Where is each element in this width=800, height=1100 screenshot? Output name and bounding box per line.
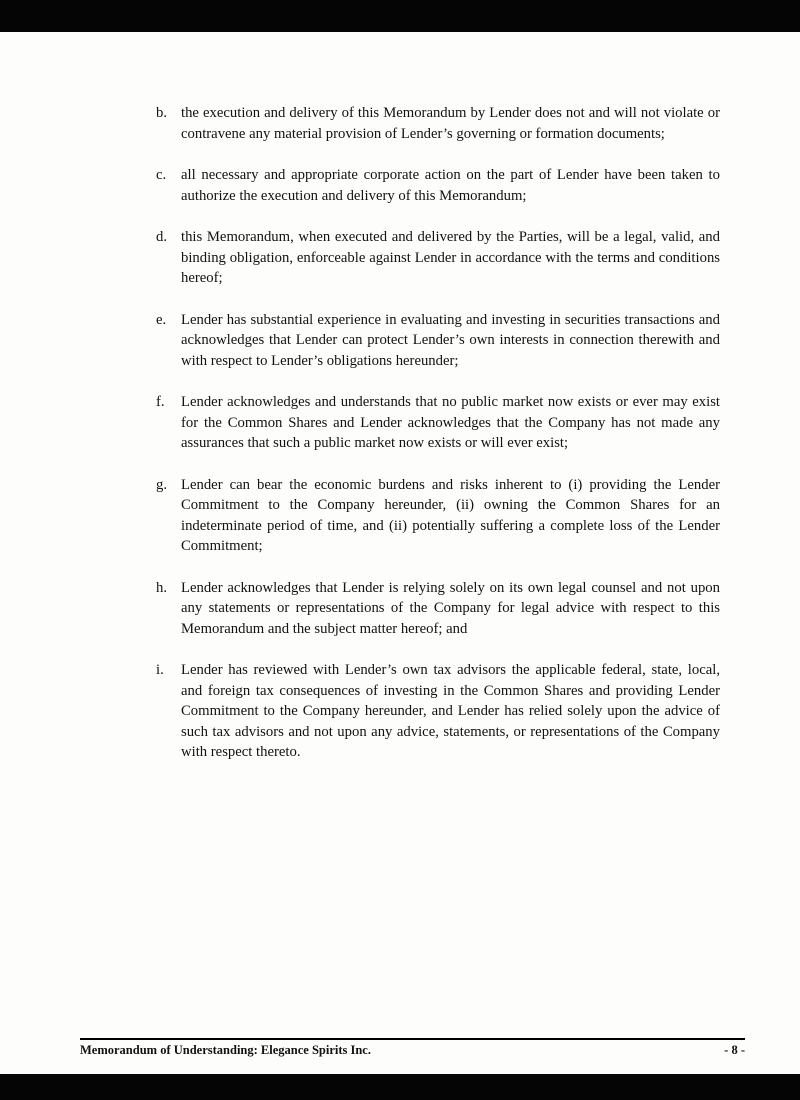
scan-edge-bottom	[0, 1074, 800, 1100]
item-text: Lender acknowledges and understands that no public market now exists or ever may exist for the Common Shares and Lender acknowledges that the Company has not made any assurances that such a public market now exists or will ever exist;	[181, 394, 720, 451]
page-number: - 8 -	[724, 1043, 745, 1057]
item-label: e.	[156, 311, 167, 328]
footer-document-title: Memorandum of Understanding: Elegance Spirits Inc.	[80, 1043, 371, 1057]
item-label: h.	[156, 579, 168, 596]
list-item-g	[156, 475, 720, 557]
item-text: this Memorandum, when executed and delivered by the Parties, will be a legal, valid, and binding obligation, enforceable against Lender in accordance with the terms and conditions hereof;	[181, 229, 720, 286]
clause-list	[156, 103, 720, 784]
list-item-e	[156, 310, 720, 372]
item-label: f.	[156, 394, 165, 410]
list-item-b	[156, 103, 720, 144]
list-item-h	[156, 578, 720, 640]
item-text: all necessary and appropriate corporate action on the part of Lender have been taken to authorize the execution and delivery of this Memorandum;	[181, 167, 720, 204]
list-item-c	[156, 165, 720, 206]
item-text: the execution and delivery of this Memorandum by Lender does not and will not violate or contravene any material provision of Lender’s governing or formation documents;	[181, 105, 720, 142]
item-text: Lender can bear the economic burdens and risks inherent to (i) providing the Lender Commitment to the Company hereunder, (ii) owning the Common Shares for an indeterminate period of time, and (ii) potentially suffering a complete loss of the Lender Commitment;	[181, 476, 720, 554]
item-label: d.	[156, 229, 168, 245]
list-item-d	[156, 227, 720, 289]
item-label: b.	[156, 105, 168, 121]
item-text: Lender acknowledges that Lender is relying solely on its own legal counsel and not upon any statements or representations of the Company for legal advice with respect to this Memorandum and the subject matter hereof; and	[181, 579, 720, 637]
item-label: g.	[156, 476, 168, 493]
scan-edge-top	[0, 0, 800, 32]
item-label: i.	[156, 662, 164, 678]
page-footer	[80, 1038, 745, 1058]
item-text: Lender has reviewed with Lender’s own tax advisors the applicable federal, state, local, and foreign tax consequences of investing in the Common Shares and providing Lender Commitment to the Company hereunder, and Lender has relied solely upon the advice of such tax advisors and not upon any advice, statements, or representations of the Company with respect thereto.	[181, 662, 720, 760]
list-item-i	[156, 660, 720, 763]
list-item-f	[156, 392, 720, 454]
item-text: Lender has substantial experience in evaluating and investing in securities transactions and acknowledges that Lender can protect Lender’s own interests in connection therewith and with respect to Lender’s obligations hereunder;	[181, 311, 720, 369]
item-label: c.	[156, 167, 167, 183]
